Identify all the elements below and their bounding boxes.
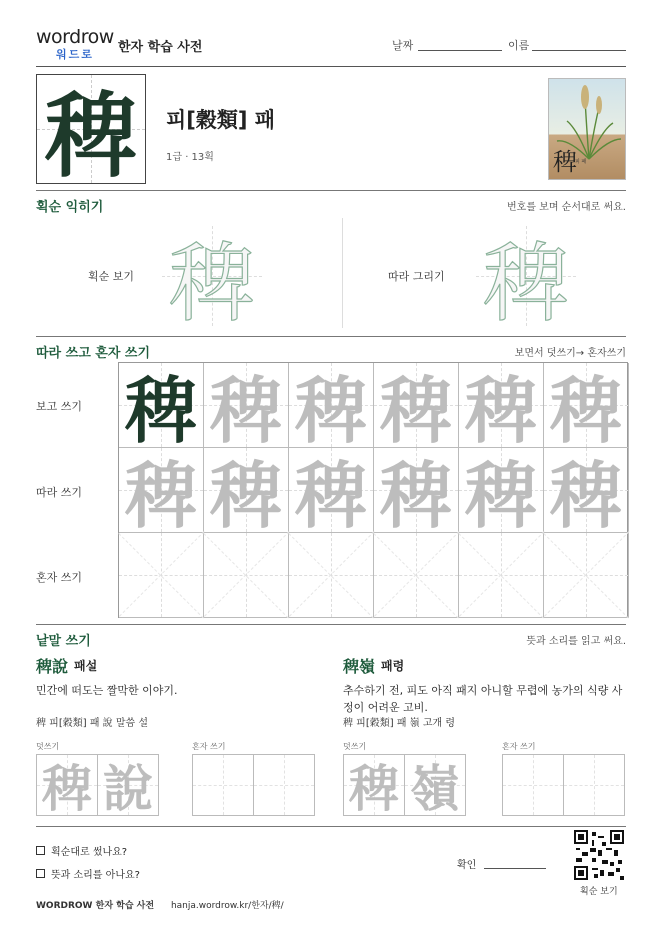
vocab-alone-box[interactable]	[192, 754, 254, 816]
date-label: 날짜	[392, 39, 414, 52]
stroke-section-hint: 번호를 보며 순서대로 써요.	[507, 202, 626, 213]
practice-cell[interactable]	[544, 448, 629, 538]
practice-cell[interactable]	[204, 448, 289, 538]
practice-cell[interactable]	[459, 533, 544, 618]
footer-url[interactable]: hanja.wordrow.kr/한자/稗/	[170, 901, 284, 911]
confirm-field[interactable]	[484, 868, 546, 869]
row-label-alone: 혼자 쓰기	[36, 571, 83, 584]
vocab-trace-box[interactable]	[97, 754, 159, 816]
app-title: 한자 학습 사전	[118, 40, 203, 55]
stroke-trace-label: 따라 그리기	[388, 270, 445, 283]
practice-cell[interactable]	[459, 448, 544, 538]
divider	[36, 190, 626, 191]
name-field[interactable]	[532, 50, 626, 51]
logo-text: wordrow	[36, 26, 114, 48]
practice-cell[interactable]	[119, 448, 204, 538]
stroke-order-character: 稗	[169, 234, 255, 334]
row-label-look: 보고 쓰기	[36, 400, 83, 413]
vocab-alone-box[interactable]	[253, 754, 315, 816]
practice-cell[interactable]	[204, 363, 289, 453]
illustration-character: 稗	[553, 148, 577, 176]
wordrow-logo	[36, 26, 116, 66]
practice-character: 稗	[549, 368, 622, 453]
vocab-trace-char: 嶺	[410, 759, 460, 818]
main-character-box	[36, 74, 146, 190]
practice-character: 稗	[124, 453, 197, 538]
divider	[36, 336, 626, 337]
vocab-alone-label-1: 혼자 쓰기	[192, 742, 226, 751]
stroke-order-diagram	[162, 226, 262, 334]
practice-character: 稗	[294, 453, 367, 538]
stroke-view-label: 획순 보기	[88, 270, 135, 283]
practice-cell[interactable]	[374, 533, 459, 618]
practice-cell[interactable]	[289, 363, 374, 453]
qr-label: 획순 보기	[580, 887, 618, 897]
checklist-label: 획순대로 썼나요?	[51, 847, 128, 858]
practice-cell[interactable]	[119, 363, 204, 453]
practice-character: 稗	[209, 368, 282, 453]
vocab-section-title: 낱말 쓰기	[36, 634, 91, 649]
footer-brand: WORDROW 한자 학습 사전	[36, 901, 155, 911]
vocab-alone-box[interactable]	[502, 754, 564, 816]
vocab-trace-char: 說	[103, 759, 153, 818]
vocab-trace-label-1: 덧쓰기	[36, 742, 60, 751]
qr-code-icon[interactable]	[574, 830, 624, 880]
practice-character: 稗	[464, 453, 537, 538]
date-field[interactable]	[418, 50, 502, 51]
name-label: 이름	[508, 39, 530, 52]
practice-cell[interactable]	[459, 363, 544, 453]
vocab-reading-2: 패령	[381, 659, 405, 673]
practice-cell[interactable]	[119, 533, 204, 618]
hanja-title: 피[穀類] 패	[166, 108, 276, 132]
practice-cell[interactable]	[544, 533, 629, 618]
illustration-image	[548, 78, 626, 180]
checkbox[interactable]	[36, 869, 45, 878]
divider	[36, 826, 626, 827]
vocab-meaning-1: 민간에 떠도는 짤막한 이야기.	[36, 684, 178, 697]
practice-cell[interactable]	[374, 363, 459, 453]
practice-cell[interactable]	[289, 533, 374, 618]
illustration-caption: 피 패	[575, 159, 587, 165]
stroke-trace-character: 稗	[483, 234, 569, 334]
practice-section-hint: 보면서 덧쓰기→ 혼자쓰기	[514, 348, 626, 359]
vocab-trace-label-2: 덧쓰기	[343, 742, 367, 751]
practice-section-title: 따라 쓰고 혼자 쓰기	[36, 346, 151, 361]
vocab-alone-label-2: 혼자 쓰기	[502, 742, 536, 751]
logo-korean: 워드로	[56, 48, 94, 61]
practice-cell[interactable]	[374, 448, 459, 538]
practice-character: 稗	[549, 453, 622, 538]
checklist-label: 뜻과 소리를 아나요?	[51, 870, 140, 881]
practice-character: 稗	[294, 368, 367, 453]
footer-text	[36, 898, 284, 911]
vocab-word-2: 稗嶺	[343, 657, 376, 676]
practice-cell[interactable]	[204, 533, 289, 618]
checklist-item-stroke[interactable]	[36, 843, 127, 858]
vocab-trace-box[interactable]	[36, 754, 98, 816]
practice-character: 稗	[124, 368, 197, 453]
practice-cell[interactable]	[544, 363, 629, 453]
hanja-meta: 1급 · 13획	[166, 152, 214, 163]
vocab-trace-char: 稗	[349, 759, 399, 818]
practice-character: 稗	[464, 368, 537, 453]
vocab-parts-2: 稗 피[穀類] 패 嶺 고개 령	[343, 718, 455, 729]
practice-character: 稗	[379, 453, 452, 538]
stroke-section-title: 획순 익히기	[36, 200, 104, 215]
practice-cell[interactable]	[289, 448, 374, 538]
main-character: 稗	[44, 82, 137, 190]
practice-character: 稗	[379, 368, 452, 453]
practice-grid[interactable]	[118, 362, 628, 618]
vocab-trace-box[interactable]	[404, 754, 466, 816]
stroke-trace-box[interactable]	[476, 226, 576, 334]
row-label-trace: 따라 쓰기	[36, 486, 83, 499]
divider	[36, 624, 626, 625]
checkbox[interactable]	[36, 846, 45, 855]
vocab-meaning-2: 추수하기 전, 피도 아직 패지 아니할 무렵에 농가의 식량 사정이 어려운 고비.	[343, 684, 623, 714]
checklist-item-meaning[interactable]	[36, 866, 140, 881]
practice-character: 稗	[209, 453, 282, 538]
vocab-alone-box[interactable]	[563, 754, 625, 816]
confirm-label: 확인	[457, 860, 477, 871]
vocab-parts-1: 稗 피[穀類] 패 說 말씀 설	[36, 718, 148, 729]
vocab-reading-1: 패설	[74, 659, 98, 673]
vocab-word-1: 稗說	[36, 657, 69, 676]
vocab-trace-char: 稗	[42, 759, 92, 818]
vocab-section-hint: 뜻과 소리를 읽고 써요.	[526, 636, 626, 647]
vocab-trace-box[interactable]	[343, 754, 405, 816]
stroke-divider	[342, 218, 343, 328]
